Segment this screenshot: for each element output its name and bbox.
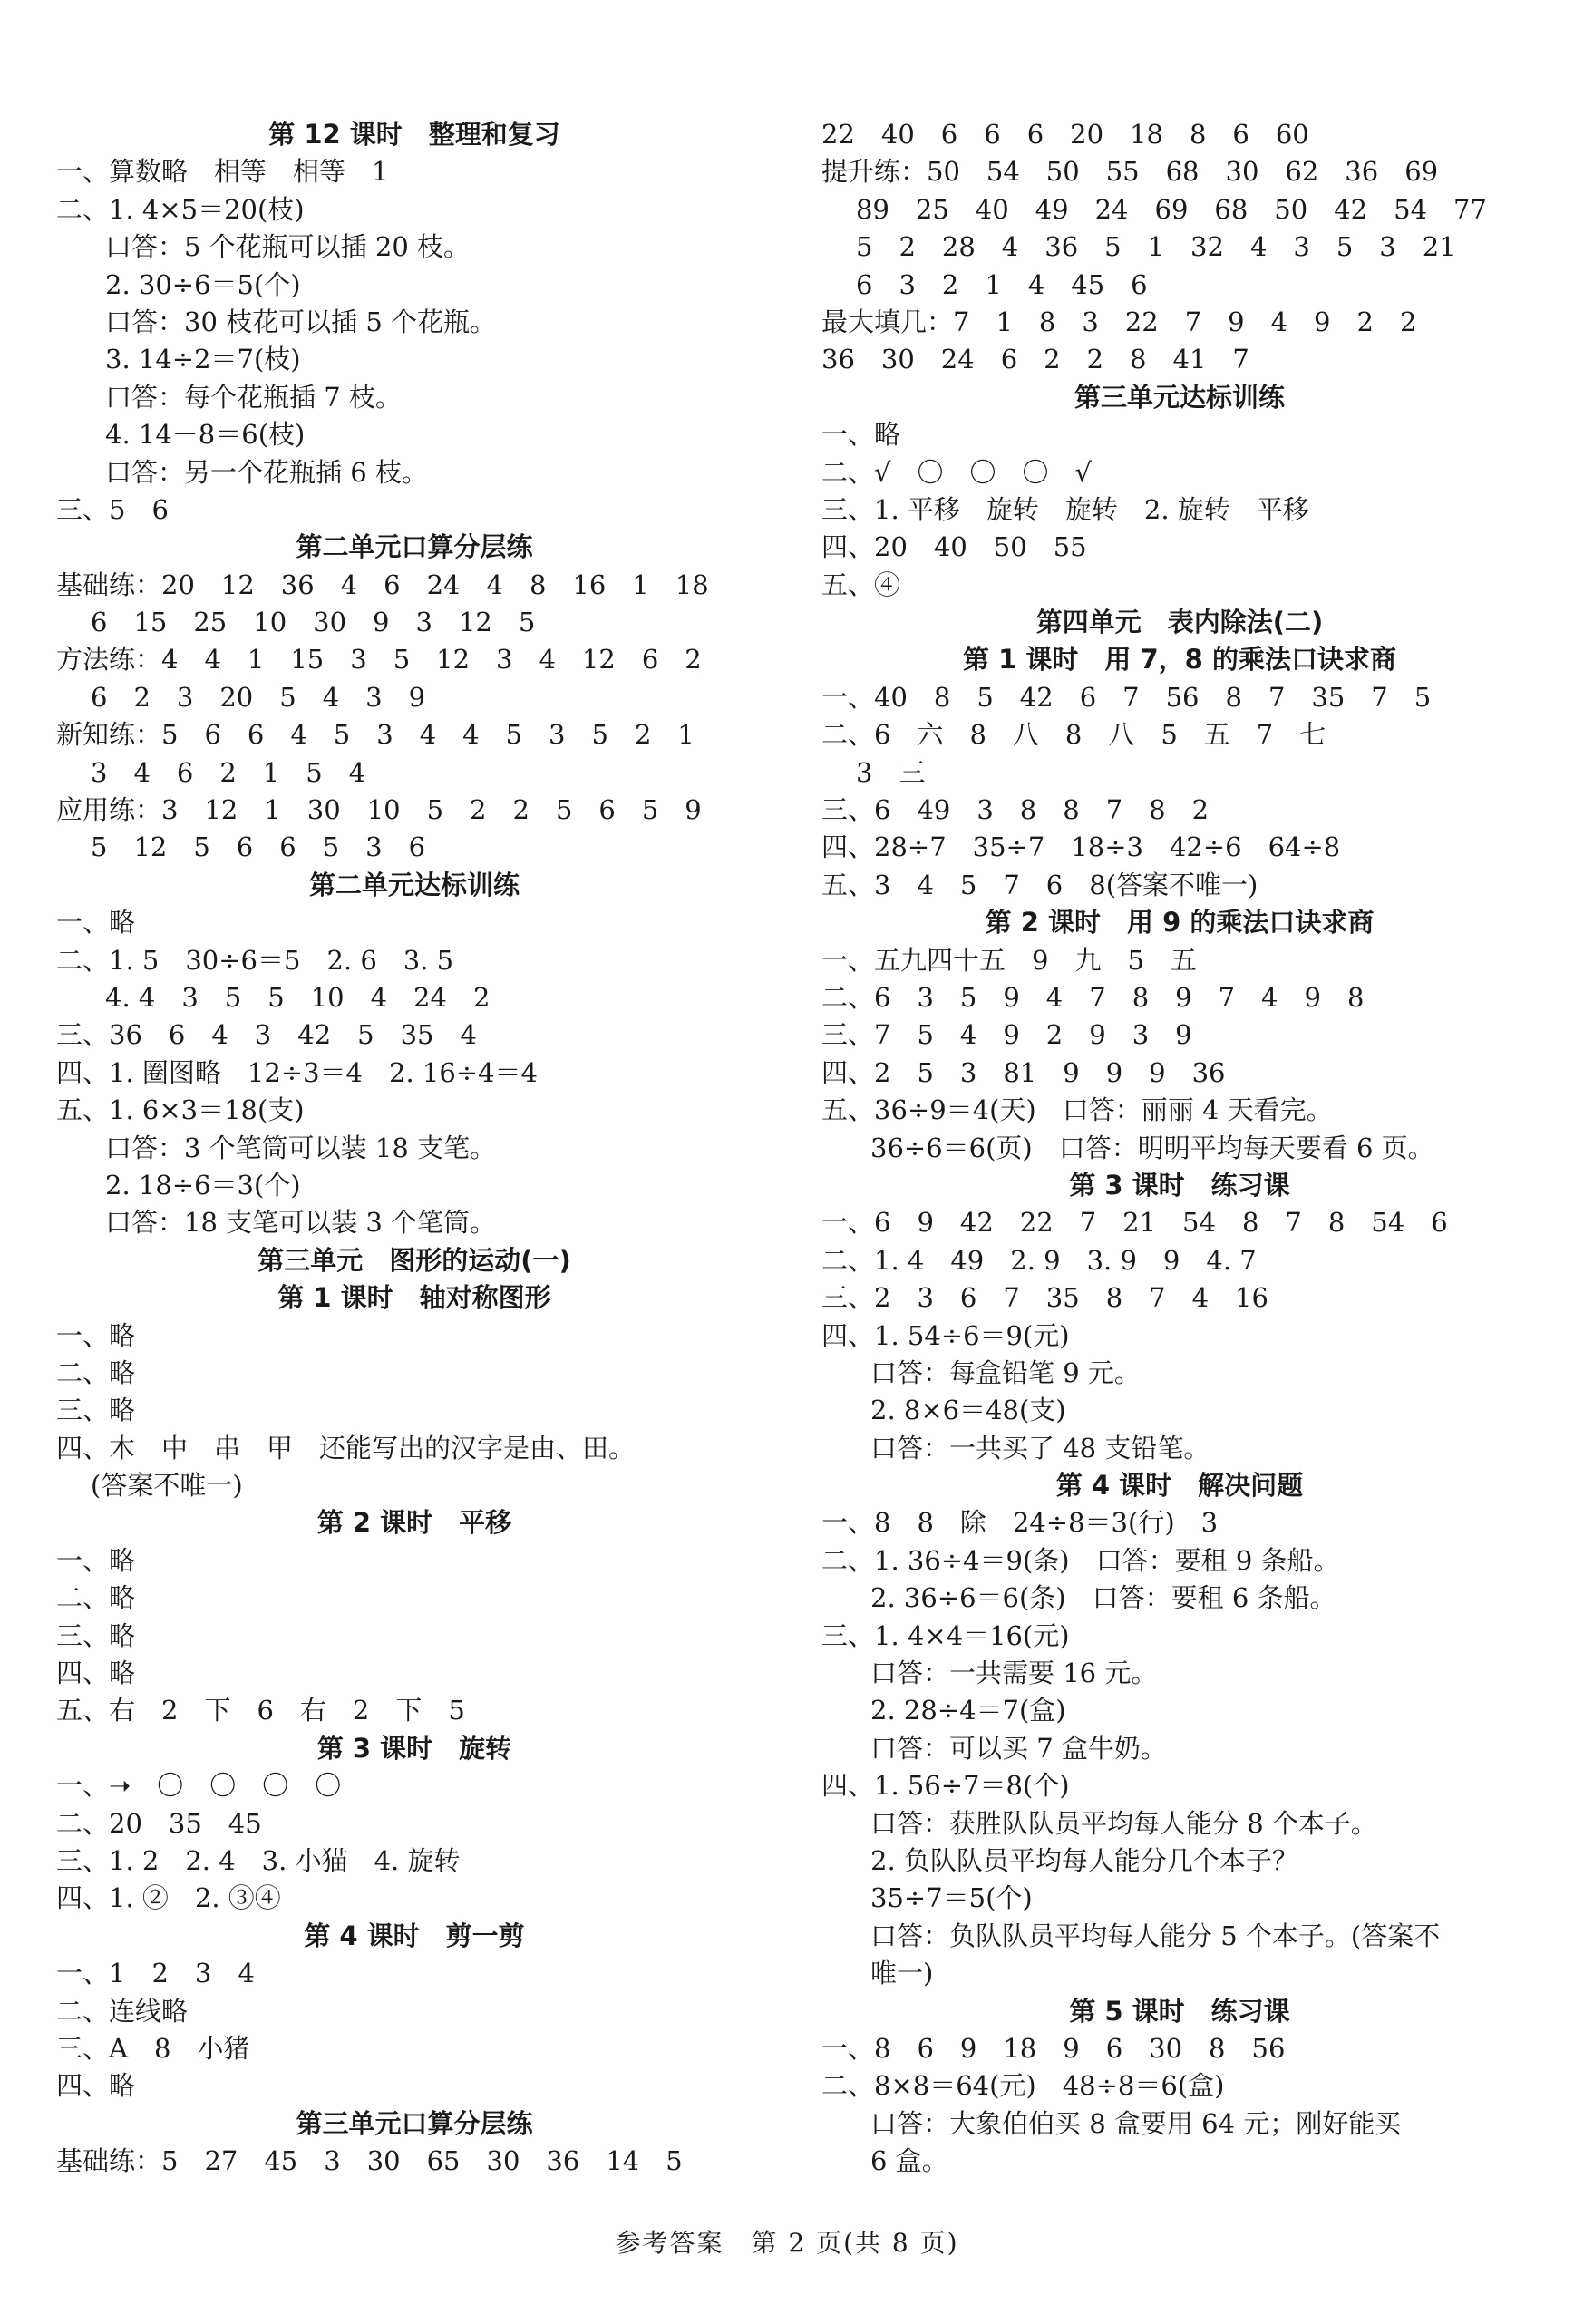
answer-line: 4. 14－8＝6(枝)	[105, 419, 306, 451]
answer-line: 二、略	[56, 1356, 136, 1388]
answer-line: 口答：一共买了 48 支铅笔。	[870, 1432, 1210, 1463]
answer-continuation: 5 12 5 6 6 5 3 6	[91, 831, 426, 863]
answer-line: 二、20 35 45	[56, 1807, 262, 1839]
answer-line: 一、略	[56, 1319, 136, 1351]
answer-line: 四、略	[56, 1658, 136, 1689]
section-heading: 第二单元口算分层练	[296, 531, 533, 563]
answer-line: 五、1. 6×3＝18(支)	[56, 1094, 305, 1126]
answer-continuation: 3 4 6 2 1 5 4	[91, 756, 366, 788]
answer-line: 2. 18÷6＝3(个)	[105, 1169, 301, 1201]
answer-line: 四、略	[56, 2070, 136, 2102]
answer-line: 三、36 6 4 3 42 5 35 4	[56, 1019, 477, 1051]
answer-line: 一、➝ 〇 〇 〇 〇	[56, 1770, 342, 1802]
answer-continuation: 89 25 40 49 24 69 68 50 42 54 77	[856, 193, 1487, 225]
answer-line: 口答：30 枝花可以插 5 个花瓶。	[105, 306, 497, 337]
answer-line: 口答：负队队员平均每人能分 5 个本子。(答案不	[870, 1920, 1441, 1951]
answer-line: 二、√ 〇 〇 〇 √	[821, 456, 1092, 488]
answer-line: 应用练：3 12 1 30 10 5 2 2 5 6 5 9	[56, 794, 702, 826]
answer-line: 口答：3 个笔筒可以装 18 支笔。	[105, 1132, 497, 1163]
answer-line: 最大填几：7 1 8 3 22 7 9 4 9 2 2	[821, 306, 1417, 337]
answer-continuation: 6 3 2 1 4 45 6	[856, 268, 1148, 300]
answer-line: 基础练：5 27 45 3 30 65 30 36 14 5	[56, 2145, 683, 2177]
section-heading: 第 2 课时 平移	[316, 1507, 512, 1539]
answer-line: 3. 14÷2＝7(枝)	[105, 344, 301, 375]
section-heading: 第三单元 图形的运动(一)	[257, 1244, 571, 1276]
answer-line: 三、1. 4×4＝16(元)	[821, 1619, 1070, 1651]
answer-line: 一、1 2 3 4	[56, 1958, 255, 1989]
answer-line: 2. 28÷4＝7(盒)	[870, 1695, 1066, 1726]
section-heading: 第 1 课时 用 7，8 的乘法口诀求商	[963, 644, 1396, 676]
answer-line: 二、1. 4×5＝20(枝)	[56, 193, 305, 225]
section-heading: 第 4 课时 剪一剪	[304, 1920, 525, 1951]
answer-line: 2. 负队队员平均每人能分几个本子？	[870, 1844, 1298, 1876]
answer-line: 五、④	[821, 569, 901, 600]
answer-line: 二、1. 5 30÷6＝5 2. 6 3. 5	[56, 944, 454, 976]
answer-line: 一、五九四十五 9 九 5 五	[821, 944, 1197, 976]
answer-line: 一、略	[56, 907, 136, 938]
answer-line: 36 30 24 6 2 2 8 41 7	[821, 344, 1249, 375]
answer-line: 新知练：5 6 6 4 5 3 4 4 5 3 5 2 1	[56, 719, 695, 751]
answer-continuation: (答案不唯一)	[91, 1470, 243, 1502]
answer-line: 2. 8×6＝48(支)	[870, 1395, 1066, 1426]
answer-line: 2. 36÷6＝6(条) 口答：要租 6 条船。	[870, 1582, 1336, 1614]
section-heading: 第二单元达标训练	[308, 869, 520, 900]
answer-line: 一、6 9 42 22 7 21 54 8 7 8 54 6	[821, 1207, 1448, 1239]
answer-line: 三、7 5 4 9 2 9 3 9	[821, 1019, 1192, 1051]
answer-line: 二、6 3 5 9 4 7 8 9 7 4 9 8	[821, 981, 1365, 1013]
answer-line: 口答：每盒铅笔 9 元。	[870, 1356, 1141, 1388]
section-heading: 第 3 课时 练习课	[1069, 1169, 1290, 1201]
answer-line: 四、1. 56÷7＝8(个)	[821, 1770, 1070, 1802]
answer-line: 口答：每个花瓶插 7 枝。	[105, 381, 402, 413]
right-column	[821, 116, 1538, 2180]
answer-line: 口答：5 个花瓶可以插 20 枝。	[105, 231, 471, 263]
answer-line: 三、1. 平移 旋转 旋转 2. 旋转 平移	[821, 493, 1309, 525]
section-heading: 第 1 课时 轴对称图形	[277, 1282, 551, 1314]
answer-continuation: 5 2 28 4 36 5 1 32 4 3 5 3 21	[856, 231, 1456, 263]
answer-line: 提升练：50 54 50 55 68 30 62 36 69	[821, 156, 1439, 188]
answer-line: 二、8×8＝64(元) 48÷8＝6(盒)	[821, 2070, 1225, 2102]
section-heading: 第 3 课时 旋转	[316, 1732, 512, 1764]
section-heading: 第 4 课时 解决问题	[1055, 1470, 1304, 1502]
section-heading: 第 12 课时 整理和复习	[268, 119, 560, 150]
answer-line: 四、木 中 串 甲 还能写出的汉字是由、田。	[56, 1432, 636, 1463]
section-heading: 第 5 课时 练习课	[1069, 1995, 1290, 2027]
answer-line: 三、A 8 小猪	[56, 2032, 250, 2064]
answer-line: 四、1. 圈图略 12÷3＝4 2. 16÷4＝4	[56, 1056, 538, 1088]
page-footer: 参考答案 第 2 页(共 8 页)	[615, 2228, 959, 2258]
answer-line: 口答：可以买 7 盒牛奶。	[870, 1732, 1167, 1764]
answer-line: 口答：另一个花瓶插 6 枝。	[105, 456, 428, 488]
answer-continuation: 3 三	[856, 756, 926, 788]
answer-line: 四、2 5 3 81 9 9 9 36	[821, 1056, 1226, 1088]
answer-line: 三、略	[56, 1619, 136, 1651]
answer-line: 方法练：4 4 1 15 3 5 12 3 4 12 6 2	[56, 644, 702, 676]
answer-line: 35÷7＝5(个)	[870, 1882, 1033, 1914]
answer-line: 二、1. 4 49 2. 9 3. 9 9 4. 7	[821, 1244, 1257, 1276]
answer-line: 五、3 4 5 7 6 8(答案不唯一)	[821, 869, 1258, 900]
answer-line: 基础练：20 12 36 4 6 24 4 8 16 1 18	[56, 569, 709, 600]
section-heading: 第三单元口算分层练	[296, 2107, 533, 2139]
answer-line: 四、1. ② 2. ③④	[56, 1882, 281, 1914]
answer-line: 四、20 40 50 55	[821, 531, 1087, 563]
answer-continuation: 6 2 3 20 5 4 3 9	[91, 681, 426, 713]
answer-line: 一、略	[56, 1544, 136, 1576]
answer-line: 三、1. 2 2. 4 3. 小猫 4. 旋转	[56, 1844, 461, 1876]
answer-line: 三、略	[56, 1395, 136, 1426]
section-heading: 第四单元 表内除法(二)	[1035, 607, 1324, 638]
section-heading: 第三单元达标训练	[1074, 381, 1285, 413]
answer-line: 一、40 8 5 42 6 7 56 8 7 35 7 5	[821, 681, 1432, 713]
answer-line: 6 盒。	[870, 2145, 948, 2177]
answer-line: 三、2 3 6 7 35 8 7 4 16	[821, 1282, 1268, 1314]
answer-line: 一、8 8 除 24÷8＝3(行) 3	[821, 1507, 1219, 1539]
answer-line: 一、算数略 相等 相等 1	[56, 156, 389, 188]
answer-line: 口答：获胜队队员平均每人能分 8 个本子。	[870, 1807, 1377, 1839]
answer-line: 唯一)	[870, 1958, 934, 1989]
answer-line: 二、1. 36÷4＝9(条) 口答：要租 9 条船。	[821, 1544, 1340, 1576]
answer-line: 36÷6＝6(页) 口答：明明平均每天要看 6 页。	[870, 1132, 1434, 1163]
answer-line: 一、8 6 9 18 9 6 30 8 56	[821, 2032, 1286, 2064]
answer-line: 口答：一共需要 16 元。	[870, 1658, 1158, 1689]
answer-line: 二、略	[56, 1582, 136, 1614]
answer-line: 四、1. 54÷6＝9(元)	[821, 1319, 1070, 1351]
left-column	[56, 116, 772, 2180]
answer-line: 二、连线略	[56, 1995, 189, 2027]
answer-line: 4. 4 3 5 5 10 4 24 2	[105, 981, 491, 1013]
answer-line: 22 40 6 6 6 20 18 8 6 60	[821, 119, 1309, 150]
answer-line: 口答：大象伯伯买 8 盒要用 64 元；刚好能买	[870, 2107, 1402, 2139]
answer-line: 五、右 2 下 6 右 2 下 5	[56, 1695, 465, 1726]
answer-line: 五、36÷9＝4(天) 口答：丽丽 4 天看完。	[821, 1094, 1333, 1126]
answer-line: 三、6 49 3 8 8 7 8 2	[821, 794, 1210, 826]
answer-line: 四、28÷7 35÷7 18÷3 42÷6 64÷8	[821, 831, 1341, 863]
answer-line: 口答：18 支笔可以装 3 个笔筒。	[105, 1207, 497, 1239]
answer-line: 一、略	[821, 419, 901, 451]
answer-continuation: 6 15 25 10 30 9 3 12 5	[91, 607, 536, 638]
answer-line: 三、5 6	[56, 493, 169, 525]
section-heading: 第 2 课时 用 9 的乘法口诀求商	[985, 907, 1375, 938]
answer-line: 二、6 六 8 八 8 八 5 五 7 七	[821, 719, 1326, 751]
answer-line: 2. 30÷6＝5(个)	[105, 268, 301, 300]
